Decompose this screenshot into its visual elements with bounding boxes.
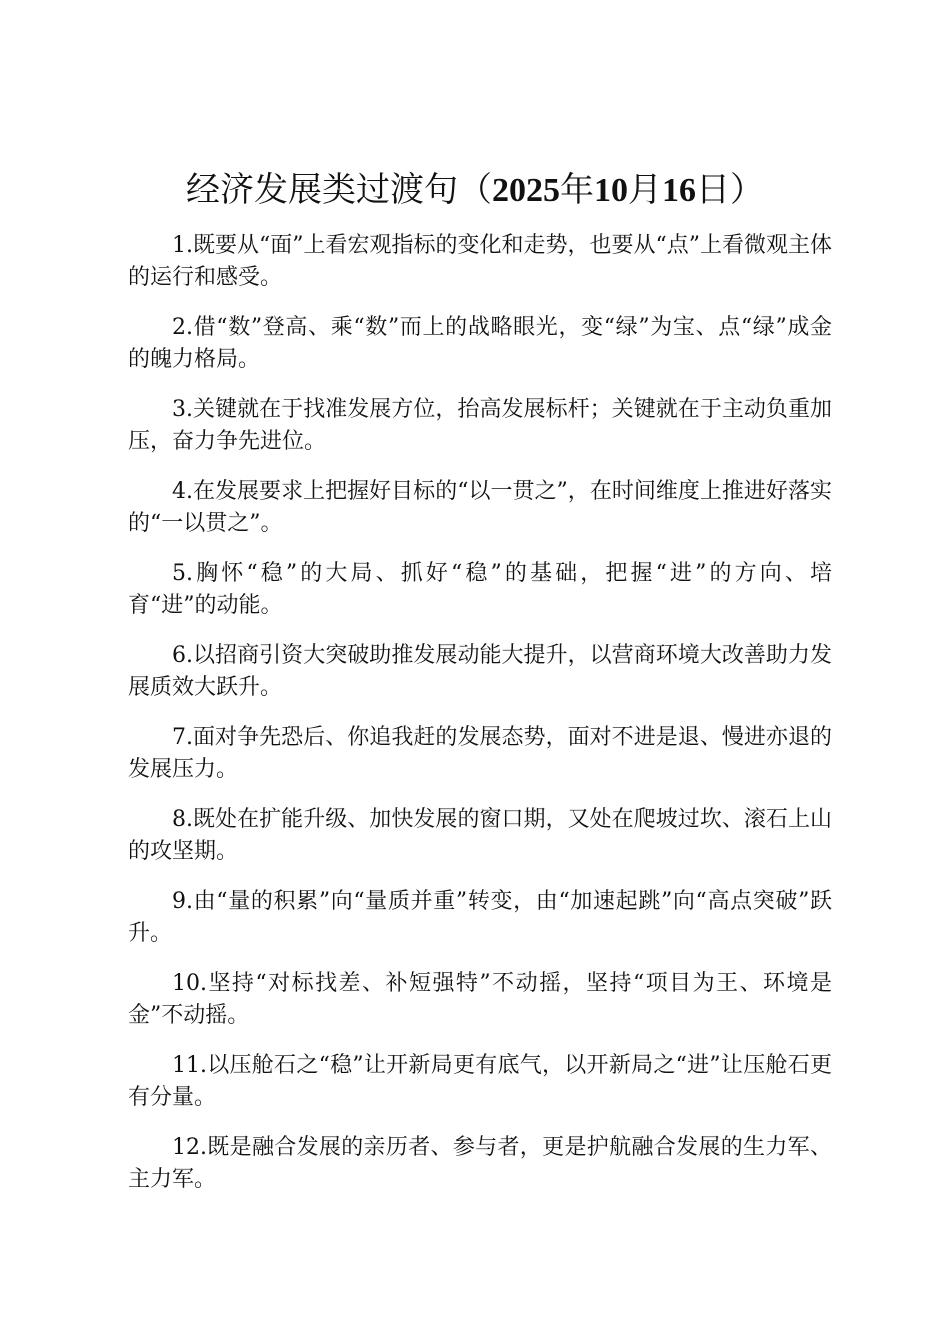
transition-sentence-12: 12.既是融合发展的亲历者、参与者，更是护航融合发展的生力军、主力军。 bbox=[128, 1135, 832, 1192]
transition-sentence-11: 11.以压舱石之“稳”让开新局更有底气，以开新局之“进”让压舱石更有分量。 bbox=[128, 1053, 832, 1110]
transition-sentence-10: 10.坚持“对标找差、补短强特”不动摇，坚持“项目为王、环境是金”不动摇。 bbox=[128, 971, 832, 1028]
title-year: 2025 bbox=[492, 172, 560, 209]
transition-sentence-2: 2.借“数”登高、乘“数”而上的战略眼光，变“绿”为宝、点“绿”成金的魄力格局。 bbox=[128, 315, 832, 372]
transition-sentence-5: 5.胸怀“稳”的大局、抓好“稳”的基础，把握“进”的方向、培育“进”的动能。 bbox=[128, 561, 832, 618]
transition-sentence-3: 3.关键就在于找准发展方位，抬高发展标杆；关键就在于主动负重加压，奋力争先进位。 bbox=[128, 397, 832, 454]
transition-sentence-8: 8.既处在扩能升级、加快发展的窗口期，又处在爬坡过坎、滚石上山的攻坚期。 bbox=[128, 807, 832, 864]
title-month-suffix: 月 bbox=[628, 170, 662, 210]
transition-sentence-7: 7.面对争先恐后、你追我赶的发展态势，面对不进是退、慢进亦退的发展压力。 bbox=[128, 725, 832, 782]
document-title bbox=[0, 166, 950, 215]
title-year-suffix: 年 bbox=[560, 170, 594, 210]
transition-sentence-1: 1.既要从“面”上看宏观指标的变化和走势，也要从“点”上看微观主体的运行和感受。 bbox=[128, 233, 832, 290]
document-body bbox=[128, 230, 832, 1214]
title-day: 16 bbox=[662, 172, 696, 209]
title-day-suffix: 日） bbox=[696, 170, 764, 210]
transition-sentence-4: 4.在发展要求上把握好目标的“以一贯之”，在时间维度上推进好落实的“一以贯之”。 bbox=[128, 479, 832, 536]
title-month: 10 bbox=[594, 172, 628, 209]
transition-sentence-9: 9.由“量的积累”向“量质并重”转变，由“加速起跳”向“高点突破”跃升。 bbox=[128, 889, 832, 946]
transition-sentence-6: 6.以招商引资大突破助推发展动能大提升，以营商环境大改善助力发展质效大跃升。 bbox=[128, 643, 832, 700]
title-prefix: 经济发展类过渡句（ bbox=[186, 170, 492, 210]
